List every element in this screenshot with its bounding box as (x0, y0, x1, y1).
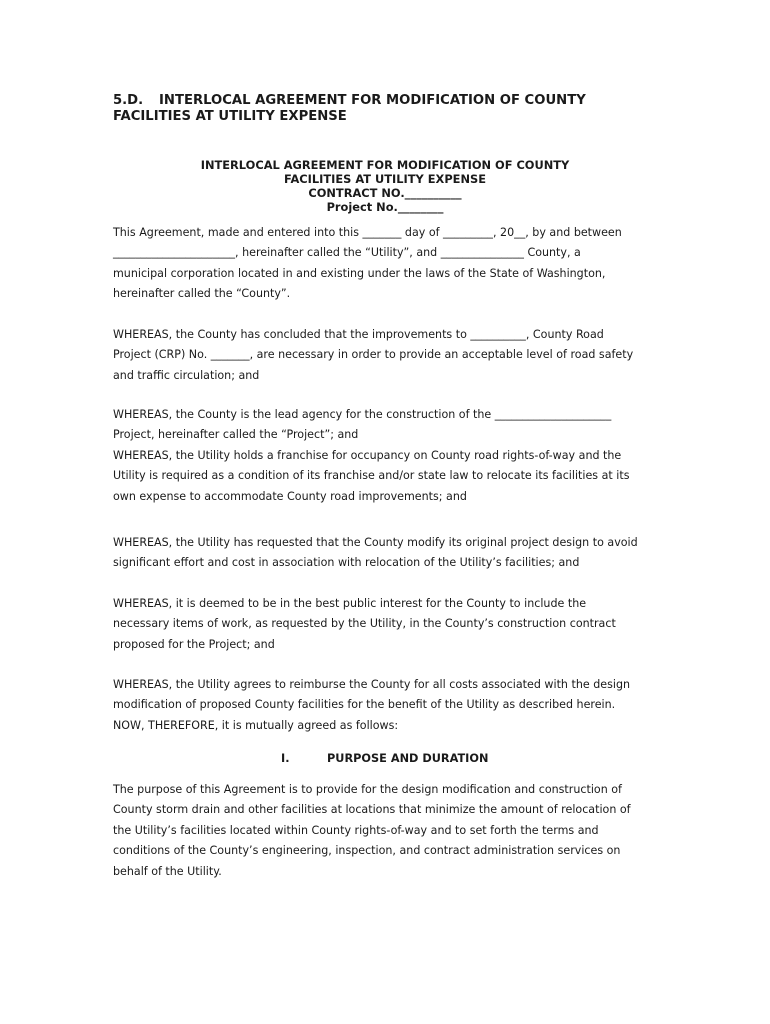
paragraph-line: WHEREAS, the Utility has requested that the County modify its original project design to avoid (113, 536, 638, 549)
section-header-number: 5.D. (113, 93, 144, 108)
section-number: I. (281, 752, 290, 765)
whereas-design-request-paragraph (113, 533, 673, 574)
paragraph-line: own expense to accommodate County road improvements; and (113, 489, 467, 503)
paragraph-line: County storm drain and other facilities at locations that minimize the amount of relocation of (113, 803, 631, 817)
purpose-paragraph (113, 780, 673, 882)
whereas-reimburse-paragraph (113, 675, 673, 736)
section-header-title: INTERLOCAL AGREEMENT FOR MODIFICATION OF COUNTY (159, 93, 586, 108)
paragraph-line: hereinafter called the “County”. (113, 287, 291, 301)
paragraph-line: conditions of the County’s engineering, inspection, and contract administration services on (113, 844, 621, 858)
paragraph-line: WHEREAS, the County is the lead agency for the construction of the _____________________ (113, 408, 612, 421)
paragraph-line: behalf of the Utility. (113, 864, 222, 878)
paragraph-line: ______________________, hereinafter called the “Utility”, and _______________ County, a (113, 246, 581, 260)
paragraph-line: municipal corporation located in and existing under the laws of the State of Washington, (113, 266, 606, 280)
section-header-line-1 (113, 93, 673, 109)
paragraph-line: WHEREAS, the Utility holds a franchise for occupancy on County road rights-of-way and the (113, 448, 622, 462)
agreement-title-line-2: FACILITIES AT UTILITY EXPENSE (284, 172, 486, 186)
paragraph-line: significant effort and cost in association with relocation of the Utility’s facilities; and (113, 556, 580, 570)
paragraph-line: Project (CRP) No. _______, are necessary in order to provide an acceptable level of road safety (113, 348, 634, 362)
section-header-line-2: FACILITIES AT UTILITY EXPENSE (113, 109, 347, 124)
paragraph-line: necessary items of work, as requested by the Utility, in the County’s construction contract (113, 617, 616, 631)
agreement-title-block (0, 158, 770, 214)
whereas-lead-agency-paragraph (113, 405, 673, 507)
paragraph-line: proposed for the Project; and (113, 637, 275, 651)
paragraph-line: WHEREAS, the Utility agrees to reimburse the County for all costs associated with the design (113, 678, 631, 691)
paragraph-line: The purpose of this Agreement is to provide for the design modification and construction of (113, 783, 622, 796)
agreement-title-line-1: INTERLOCAL AGREEMENT FOR MODIFICATION OF COUNTY (200, 158, 570, 172)
paragraph-line: modification of proposed County facilities for the benefit of the Utility as described herein. (113, 698, 616, 712)
paragraph-line: This Agreement, made and entered into this _______ day of _________, 20__, by and between (113, 226, 622, 239)
project-number-line: Project No.________ (326, 200, 444, 214)
paragraph-line: the Utility’s facilities located within County rights-of-way and to set forth the terms and (113, 823, 599, 837)
whereas-public-interest-paragraph (113, 594, 673, 655)
paragraph-line: WHEREAS, it is deemed to be in the best public interest for the County to include the (113, 597, 587, 610)
paragraph-line: and traffic circulation; and (113, 368, 260, 382)
whereas-improvements-paragraph (113, 325, 673, 386)
paragraph-line: Utility is required as a condition of its franchise and/or state law to relocate its facilities at its (113, 469, 630, 483)
contract-number-line: CONTRACT NO.__________ (308, 186, 462, 200)
section-title: PURPOSE AND DURATION (327, 752, 489, 765)
paragraph-line: Project, hereinafter called the “Project”; and (113, 428, 359, 442)
document-section-header (113, 93, 673, 125)
paragraph-line: WHEREAS, the County has concluded that the improvements to __________, County Road (113, 328, 604, 341)
paragraph-line: NOW, THEREFORE, it is mutually agreed as follows: (113, 718, 399, 732)
agreement-intro-paragraph (113, 223, 673, 305)
